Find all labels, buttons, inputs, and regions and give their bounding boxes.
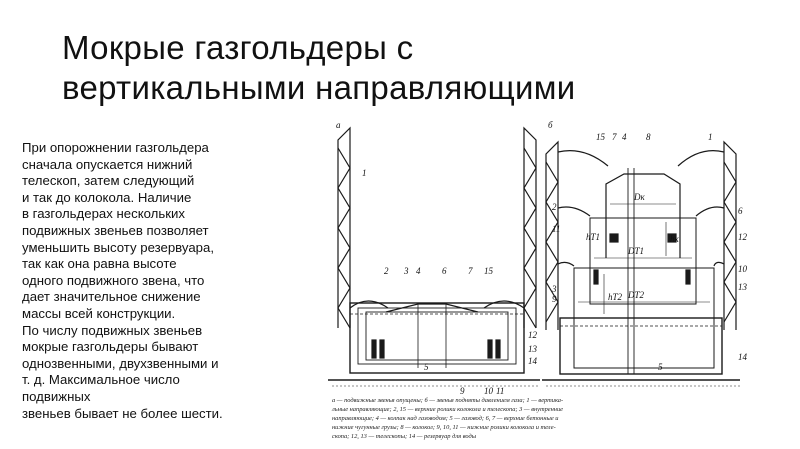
- dimension-label: hТ1: [586, 232, 601, 242]
- part-number-a: 1: [362, 168, 367, 178]
- body-line: По числу подвижных звеньев: [22, 322, 203, 338]
- part-number-b: 5: [658, 362, 663, 372]
- part-number-b: 10: [738, 264, 747, 274]
- part-number-b: 11: [552, 224, 561, 234]
- body-line: одного подвижного звена, что: [22, 272, 205, 288]
- gasholder-diagram: [328, 118, 790, 448]
- body-line: подвижных звеньев позволяет: [22, 222, 209, 238]
- part-number-a: 3: [404, 266, 409, 276]
- part-number-a: 6: [442, 266, 447, 276]
- dimension-label: hк: [670, 234, 679, 244]
- part-number-a: 15: [484, 266, 493, 276]
- body-line: дает значительное снижение: [22, 289, 201, 305]
- part-number-b: 4: [622, 132, 627, 142]
- part-number-a: 13: [528, 344, 537, 354]
- part-number-a: 12: [528, 330, 537, 340]
- part-number-a: 14: [528, 356, 537, 366]
- body-line: в газгольдерах нескольких: [22, 206, 185, 222]
- body-line: телескоп, затем следующий: [22, 173, 195, 189]
- body-line: уменьшить высоту резервуара,: [22, 239, 215, 255]
- part-number-a: 9: [460, 386, 465, 396]
- part-number-a: 2: [384, 266, 389, 276]
- body-line: т. д. Максимальное число: [22, 372, 180, 388]
- dimension-label: Dк: [634, 192, 645, 202]
- figure-caption-line: направляющие; 4 — колпак над газоводом; 5 — газовод; 6, 7 — верхние бетонные и: [332, 415, 559, 422]
- title-line-1: Мокрые газгольдеры с: [62, 29, 414, 66]
- part-number-b: 15: [596, 132, 605, 142]
- panel-a-label: а: [336, 120, 341, 130]
- body-line: сначала опускается нижний: [22, 156, 193, 172]
- title-line-2: вертикальными направляющими: [62, 69, 576, 106]
- part-number-a: 5: [424, 362, 429, 372]
- guide-lattice-a-left: [338, 128, 350, 328]
- part-number-b: 9: [552, 294, 557, 304]
- part-number-b: 3: [552, 284, 557, 294]
- dimension-label: hТ2: [608, 292, 623, 302]
- slide-title: [62, 28, 782, 108]
- part-number-b: 1: [708, 132, 713, 142]
- body-line: При опорожнении газгольдера: [22, 140, 209, 155]
- panel-b-label: б: [548, 120, 553, 130]
- figure-caption-line: а — подвижные звенья опущены; б — звенья подняты давлением газа; 1 — вертика-: [332, 397, 564, 404]
- part-number-b: 14: [738, 352, 747, 362]
- body-line: звеньев бывает не более шести.: [22, 405, 223, 421]
- part-number-a: 4: [416, 266, 421, 276]
- part-number-a: 7: [468, 266, 473, 276]
- guide-lattice-b-right: [724, 142, 736, 330]
- part-number-b: 6: [738, 206, 743, 216]
- body-line: однозвенными, двухзвенными и: [22, 355, 219, 371]
- body-line: и так до колокола. Наличие: [22, 189, 192, 205]
- figure-caption-line: скопа; 12, 13 — телескопы; 14 — резервуар для воды: [332, 433, 477, 440]
- part-number-b: 2: [552, 202, 557, 212]
- part-number-b: 13: [738, 282, 747, 292]
- guide-lattice-a-right: [524, 128, 536, 328]
- figure-caption-line: нижние чугунные грузы; 8 — колокол; 9, 10, 11 — нижние ролики колокола и теле-: [332, 424, 556, 431]
- part-number-a: 11: [496, 386, 505, 396]
- dimension-label: DТ2: [628, 290, 645, 300]
- body-line: подвижных: [22, 388, 91, 404]
- dimension-label: DТ1: [628, 246, 645, 256]
- body-line: массы всей конструкции.: [22, 305, 176, 321]
- figure-caption-line: льные направляющие; 2, 15 — верхние ролики колокола и телескопа; 3 — внутренние: [332, 406, 563, 413]
- body-paragraph: [22, 140, 322, 422]
- part-number-a: 10: [484, 386, 493, 396]
- part-number-b: 8: [646, 132, 651, 142]
- part-number-b: 7: [612, 132, 617, 142]
- body-line: так как она равна высоте: [22, 256, 177, 272]
- part-number-b: 12: [738, 232, 747, 242]
- body-line: мокрые газгольдеры бывают: [22, 339, 199, 355]
